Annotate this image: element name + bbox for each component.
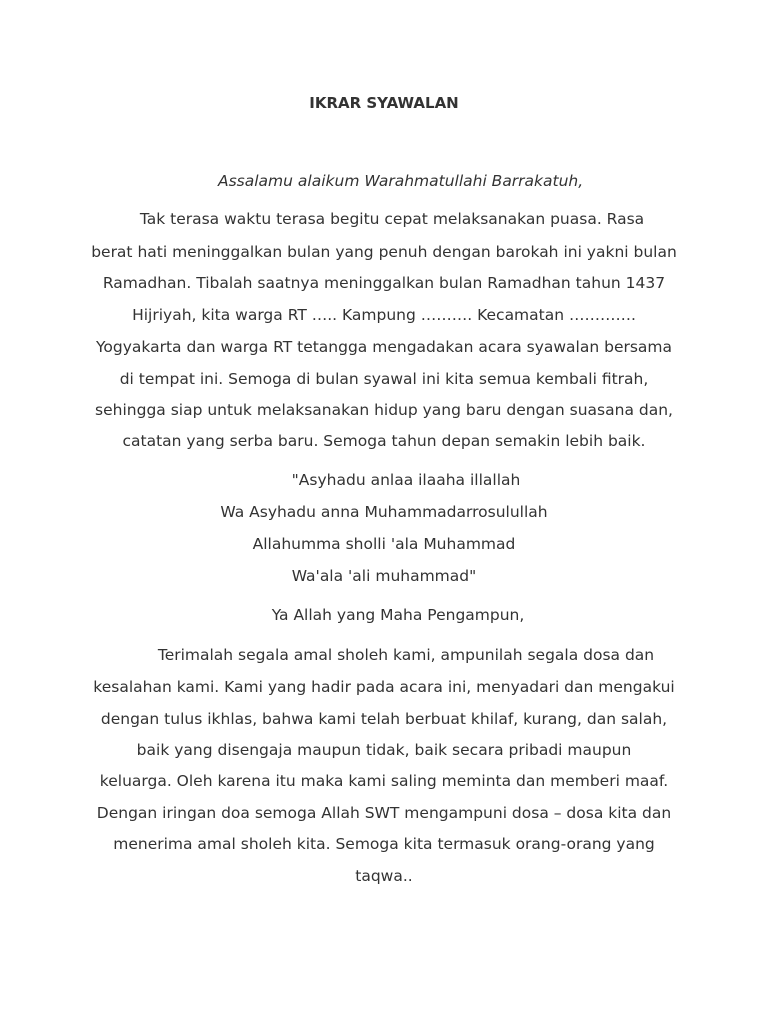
shahada-line-3: Allahumma sholli 'ala Muhammad (252, 535, 516, 553)
invocation-line: Ya Allah yang Maha Pengampun, (271, 606, 525, 624)
paragraph2-line-7: menerima amal sholeh kita. Semoga kita termasuk orang-orang yang (113, 835, 655, 853)
paragraph1-line-1: Tak terasa waktu terasa begitu cepat melaksanakan puasa. Rasa (139, 210, 645, 228)
paragraph2-line-2: kesalahan kami. Kami yang hadir pada acara ini, menyadari dan mengakui (93, 678, 675, 696)
paragraph2-line-8: taqwa.. (355, 867, 413, 885)
greeting-line: Assalamu alaikum Warahmatullahi Barrakatuh, (218, 172, 584, 190)
paragraph1-line-8: catatan yang serba baru. Semoga tahun depan semakin lebih baik. (122, 432, 646, 450)
document-title: IKRAR SYAWALAN (309, 94, 459, 112)
shahada-line-2: Wa Asyhadu anna Muhammadarrosulullah (220, 503, 548, 521)
paragraph2-line-4: baik yang disengaja maupun tidak, baik secara pribadi maupun (136, 741, 632, 759)
paragraph2-line-6: Dengan iringan doa semoga Allah SWT mengampuni dosa – dosa kita dan (96, 804, 672, 822)
paragraph1-line-6: di tempat ini. Semoga di bulan syawal ini kita semua kembali fitrah, (119, 370, 649, 388)
shahada-line-1: "Asyhadu anlaa ilaaha illallah (291, 471, 521, 489)
paragraph2-line-1: Terimalah segala amal sholeh kami, ampunilah segala dosa dan (157, 646, 655, 664)
paragraph1-line-2: berat hati meninggalkan bulan yang penuh dengan barokah ini yakni bulan (91, 243, 677, 261)
paragraph1-line-5: Yogyakarta dan warga RT tetangga mengadakan acara syawalan bersama (95, 338, 673, 356)
paragraph1-line-4: Hijriyah, kita warga RT ….. Kampung ………. Kecamatan …………. (132, 306, 636, 324)
shahada-line-4: Wa'ala 'ali muhammad" (291, 567, 477, 585)
paragraph1-line-7: sehingga siap untuk melaksanakan hidup yang baru dengan suasana dan, (95, 401, 673, 419)
paragraph2-line-3: dengan tulus ikhlas, bahwa kami telah berbuat khilaf, kurang, dan salah, (100, 710, 668, 728)
paragraph1-line-3: Ramadhan. Tibalah saatnya meninggalkan bulan Ramadhan tahun 1437 (102, 274, 666, 292)
paragraph2-line-5: keluarga. Oleh karena itu maka kami saling meminta dan memberi maaf. (99, 772, 669, 790)
